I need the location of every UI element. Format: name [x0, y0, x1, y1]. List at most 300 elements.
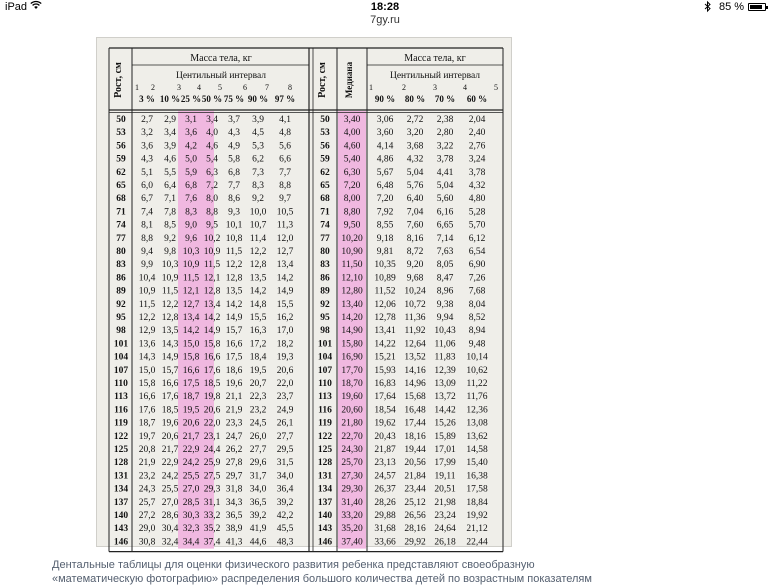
left-row-value: 4,6 [206, 141, 218, 152]
left-row-value: 3,1 [185, 115, 197, 125]
left-row-height: 59 [116, 154, 126, 165]
left-row-value: 3,4 [164, 128, 176, 139]
right-row-value: 15,40 [466, 458, 488, 469]
left-row-value: 11,3 [276, 220, 294, 231]
left-row-height: 146 [113, 537, 129, 548]
left-row-value: 14,9 [161, 352, 179, 363]
right-row-value: 20,43 [374, 431, 396, 442]
left-row-value: 4,8 [279, 128, 291, 139]
left-row-value: 9,8 [164, 247, 176, 257]
right-row-median: 8,80 [343, 207, 361, 218]
right-row-height: 71 [320, 207, 330, 218]
left-row-value: 36,4 [276, 484, 294, 495]
left-row-value: 13,5 [161, 326, 179, 337]
left-row-value: 21,1 [225, 392, 243, 403]
left-row-value: 21,9 [138, 458, 156, 469]
right-row-median: 17,70 [341, 365, 363, 376]
left-interval-number: 8 [288, 83, 292, 92]
right-interval-number: 2 [402, 83, 406, 92]
left-row-value: 15,5 [276, 299, 294, 310]
left-row-value: 38,9 [225, 524, 243, 535]
right-row-height: 83 [320, 260, 330, 271]
left-row-value: 19,8 [203, 392, 221, 403]
left-row-value: 7,4 [141, 207, 153, 218]
right-row-value: 13,72 [434, 392, 456, 403]
left-row-value: 18,5 [161, 405, 179, 416]
left-row-value: 3,9 [252, 115, 264, 125]
left-row-value: 16,6 [203, 352, 221, 363]
right-row-value: 8,16 [406, 233, 424, 244]
right-mass-header: Масса тела, кг [404, 53, 466, 64]
right-row-height: 107 [317, 365, 333, 376]
left-row-value: 30,8 [138, 537, 156, 548]
left-row-height: 125 [113, 445, 129, 455]
right-row-value: 12,06 [374, 299, 396, 310]
left-row-height: 119 [114, 418, 128, 429]
left-row-value: 31,7 [249, 471, 267, 482]
left-percent-header: 50 % [201, 94, 223, 104]
right-row-value: 18,54 [374, 405, 396, 416]
left-row-value: 27,8 [225, 458, 243, 469]
right-row-value: 11,52 [374, 286, 396, 297]
right-row-value: 17,58 [466, 484, 488, 495]
right-row-median: 7,20 [343, 181, 361, 191]
right-row-value: 7,20 [376, 194, 394, 205]
right-row-value: 3,06 [376, 115, 394, 125]
right-row-value: 29,92 [404, 537, 426, 548]
left-row-value: 27,5 [203, 471, 221, 482]
left-row-value: 29,7 [225, 471, 243, 482]
left-row-height: 68 [116, 194, 126, 205]
left-row-height: 113 [114, 392, 128, 403]
right-row-height: 95 [320, 313, 330, 323]
left-row-value: 6,8 [185, 181, 197, 191]
left-row-height: 134 [113, 484, 129, 495]
right-row-value: 9,48 [468, 339, 486, 350]
right-row-value: 19,92 [466, 511, 488, 521]
left-row-value: 16,2 [276, 313, 294, 323]
right-row-median: 12,10 [341, 273, 363, 284]
right-row-value: 15,26 [434, 418, 456, 429]
right-row-value: 7,68 [468, 286, 486, 297]
left-row-value: 10,7 [249, 220, 267, 231]
right-row-value: 4,14 [376, 141, 394, 152]
left-row-value: 37,4 [203, 537, 221, 548]
left-row-height: 62 [116, 167, 126, 178]
right-row-value: 20,56 [404, 458, 426, 469]
right-row-value: 4,80 [468, 194, 486, 205]
right-row-median: 8,00 [343, 194, 361, 205]
left-row-value: 3,2 [141, 128, 153, 139]
left-row-value: 12,7 [182, 299, 200, 310]
left-row-value: 22,3 [249, 392, 267, 403]
right-row-value: 31,68 [374, 524, 396, 535]
right-row-height: 80 [320, 247, 330, 257]
left-row-value: 4,3 [141, 154, 153, 165]
right-row-value: 29,88 [374, 511, 396, 521]
right-row-value: 5,04 [406, 167, 424, 178]
right-row-value: 19,44 [404, 445, 426, 455]
left-row-value: 3,6 [141, 141, 153, 152]
right-row-value: 3,68 [406, 141, 424, 152]
left-row-value: 5,9 [185, 167, 197, 178]
right-row-value: 11,22 [466, 379, 488, 389]
right-row-value: 12,78 [374, 313, 396, 323]
left-row-value: 14,9 [225, 313, 243, 323]
left-row-value: 14,3 [138, 352, 156, 363]
right-row-median: 15,80 [341, 339, 363, 350]
left-row-value: 41,9 [249, 524, 267, 535]
left-row-value: 23,7 [276, 392, 294, 403]
right-row-median: 27,30 [341, 471, 363, 482]
left-row-value: 8,8 [141, 233, 153, 244]
right-row-value: 12,36 [466, 405, 488, 416]
left-row-value: 6,7 [141, 194, 153, 205]
left-row-value: 30,4 [161, 524, 179, 535]
left-row-height: 56 [116, 141, 126, 152]
right-row-height: 119 [318, 418, 332, 429]
right-row-median: 20,60 [341, 405, 363, 416]
right-row-value: 3,78 [468, 167, 486, 178]
left-row-value: 4,5 [252, 128, 264, 139]
left-interval-number: 7 [265, 83, 269, 92]
right-row-value: 13,41 [374, 326, 396, 337]
left-row-value: 17,6 [161, 392, 179, 403]
caption-text: Дентальные таблицы для оценки физического развития ребенка представляют своеобразную [52, 559, 535, 571]
right-row-value: 23,44 [404, 484, 426, 495]
url-domain[interactable]: 7gy.ru [370, 14, 400, 26]
left-row-value: 14,9 [203, 326, 221, 337]
left-row-value: 21,7 [161, 445, 179, 455]
right-row-value: 9,81 [376, 247, 394, 257]
left-row-value: 25,7 [138, 497, 156, 508]
right-row-value: 15,93 [374, 365, 396, 376]
left-row-value: 12,0 [276, 233, 294, 244]
left-row-value: 13,6 [138, 339, 156, 350]
left-row-value: 18,6 [225, 365, 243, 376]
right-row-value: 3,60 [376, 128, 394, 139]
left-row-value: 9,3 [228, 207, 240, 218]
left-row-value: 9,9 [141, 260, 153, 271]
left-row-value: 12,2 [161, 299, 179, 310]
left-row-value: 27,0 [161, 497, 179, 508]
left-row-value: 9,2 [252, 194, 264, 205]
right-row-median: 29,30 [341, 484, 363, 495]
left-row-height: 140 [113, 511, 129, 521]
right-row-height: 86 [320, 273, 330, 284]
right-row-median: 16,90 [341, 352, 363, 363]
right-row-value: 13,09 [434, 379, 456, 389]
right-row-value: 15,89 [434, 431, 456, 442]
left-row-value: 13,5 [225, 286, 243, 297]
right-row-value: 26,37 [374, 484, 396, 495]
right-row-median: 10,20 [341, 233, 363, 244]
left-row-value: 12,1 [182, 286, 200, 297]
right-row-value: 12,64 [404, 339, 426, 350]
left-row-value: 29,0 [138, 524, 156, 535]
right-row-value: 6,90 [468, 260, 486, 271]
right-percent-header: 60 % [466, 94, 488, 104]
left-row-value: 5,3 [252, 141, 264, 152]
left-row-value: 10,3 [182, 247, 200, 257]
left-percent-header: 97 % [274, 94, 296, 104]
right-row-value: 8,47 [436, 273, 454, 284]
left-row-value: 8,3 [185, 207, 197, 218]
left-row-value: 5,1 [141, 167, 153, 178]
left-row-value: 7,2 [206, 181, 218, 191]
right-row-value: 3,24 [468, 154, 486, 165]
left-row-height: 107 [113, 365, 129, 376]
right-row-height: 146 [317, 537, 333, 548]
left-row-value: 19,5 [249, 365, 267, 376]
right-row-height: 113 [318, 392, 332, 403]
right-height-header: Рост, см [317, 62, 328, 98]
left-row-value: 12,8 [203, 286, 221, 297]
right-row-height: 137 [317, 497, 333, 508]
left-row-value: 19,7 [138, 431, 156, 442]
left-row-value: 12,8 [161, 313, 179, 323]
right-percent-header: 70 % [434, 94, 456, 104]
left-row-height: 116 [114, 405, 128, 416]
left-row-value: 12,1 [203, 273, 221, 284]
right-row-height: 68 [320, 194, 330, 205]
left-row-value: 27,2 [138, 511, 156, 521]
left-row-value: 22,0 [276, 379, 294, 389]
left-row-value: 7,7 [279, 167, 291, 178]
left-row-value: 9,6 [185, 233, 197, 244]
left-row-value: 24,7 [225, 431, 243, 442]
right-row-height: 56 [320, 141, 330, 152]
right-row-value: 10,72 [404, 299, 426, 310]
left-row-value: 24,2 [182, 458, 200, 469]
left-row-value: 14,3 [161, 339, 179, 350]
right-median-header: Медиана [344, 61, 354, 99]
clock: 18:28 [370, 1, 400, 13]
left-row-value: 29,6 [249, 458, 267, 469]
left-row-value: 45,5 [276, 524, 294, 535]
right-row-value: 17,44 [404, 418, 426, 429]
left-row-value: 4,2 [185, 141, 197, 152]
left-row-value: 28,6 [161, 511, 179, 521]
left-row-value: 25,5 [161, 484, 179, 495]
right-row-value: 20,51 [434, 484, 456, 495]
right-interval-number: 1 [369, 83, 373, 92]
left-row-value: 24,2 [161, 471, 179, 482]
right-row-value: 14,42 [434, 405, 456, 416]
right-row-value: 15,68 [404, 392, 426, 403]
right-row-value: 3,22 [436, 141, 454, 152]
right-row-median: 4,60 [343, 141, 361, 152]
right-row-value: 23,13 [374, 458, 396, 469]
left-height-header: Рост, см [113, 62, 124, 98]
right-row-value: 2,38 [436, 115, 454, 125]
right-row-value: 17,64 [374, 392, 396, 403]
left-row-value: 6,4 [164, 181, 176, 191]
right-row-value: 8,04 [468, 299, 486, 310]
left-row-value: 27,7 [276, 431, 294, 442]
left-row-value: 4,9 [228, 141, 240, 152]
right-row-height: 104 [317, 352, 333, 363]
left-row-value: 9,5 [206, 220, 218, 231]
left-row-value: 5,4 [206, 154, 218, 165]
left-row-value: 4,3 [228, 128, 240, 139]
right-row-median: 4,00 [343, 128, 361, 139]
right-row-value: 21,87 [374, 445, 396, 455]
right-row-value: 11,83 [434, 352, 456, 363]
right-row-height: 131 [317, 471, 333, 482]
right-row-median: 18,70 [341, 379, 363, 389]
right-row-value: 3,78 [436, 154, 454, 165]
right-row-median: 6,30 [343, 167, 361, 178]
left-row-value: 7,3 [252, 167, 264, 178]
right-row-median: 14,20 [341, 313, 363, 323]
left-row-value: 17,2 [249, 339, 267, 350]
right-row-value: 21,84 [404, 471, 426, 482]
battery-percent: 85 % [719, 1, 745, 13]
left-row-value: 10,4 [138, 273, 156, 284]
left-row-value: 25,9 [203, 458, 221, 469]
left-row-value: 30,3 [182, 511, 200, 521]
right-row-value: 14,16 [404, 365, 426, 376]
right-row-value: 10,62 [466, 365, 488, 376]
left-row-value: 16,6 [182, 365, 200, 376]
right-percent-header: 80 % [404, 94, 426, 104]
left-percent-header: 90 % [247, 94, 269, 104]
left-row-value: 2,7 [141, 115, 153, 125]
left-row-value: 14,2 [249, 286, 267, 297]
left-row-value: 12,7 [276, 247, 294, 257]
left-row-value: 18,7 [182, 392, 200, 403]
left-row-value: 31,8 [225, 484, 243, 495]
left-row-value: 13,4 [276, 260, 294, 271]
left-row-value: 6,0 [141, 181, 153, 191]
right-row-value: 10,43 [434, 326, 456, 337]
left-row-value: 16,3 [249, 326, 267, 337]
right-row-value: 6,48 [376, 181, 394, 191]
right-row-value: 23,24 [434, 511, 456, 521]
left-row-height: 53 [116, 128, 126, 139]
right-row-value: 7,60 [406, 220, 424, 231]
left-row-value: 8,8 [279, 181, 291, 191]
right-row-value: 33,66 [374, 537, 396, 548]
right-row-height: 122 [317, 431, 333, 442]
right-row-value: 16,83 [374, 379, 396, 389]
left-row-value: 10,9 [203, 247, 221, 257]
left-percent-header: 10 % [159, 94, 181, 104]
left-row-value: 12,2 [225, 260, 243, 271]
left-row-value: 35,2 [203, 524, 221, 535]
left-row-value: 20,6 [161, 431, 179, 442]
right-row-median: 37,40 [341, 537, 363, 548]
left-row-value: 15,0 [182, 339, 200, 350]
right-row-value: 14,22 [374, 339, 396, 350]
left-row-value: 11,5 [182, 273, 200, 284]
left-row-value: 6,3 [206, 167, 218, 178]
left-row-value: 10,2 [203, 233, 221, 244]
url-bar[interactable] [0, 14, 770, 29]
right-row-value: 10,14 [466, 352, 488, 363]
left-row-value: 22,9 [182, 445, 200, 455]
left-percent-header: 3 % [139, 94, 155, 104]
left-row-value: 13,4 [182, 313, 200, 323]
right-row-height: 50 [320, 115, 330, 125]
left-row-value: 36,5 [225, 511, 243, 521]
right-row-value: 7,04 [406, 207, 424, 218]
left-row-value: 21,7 [182, 431, 200, 442]
left-row-value: 24,9 [276, 405, 294, 416]
right-row-median: 12,80 [341, 286, 363, 297]
left-row-value: 26,0 [249, 431, 267, 442]
right-row-value: 24,57 [374, 471, 396, 482]
left-row-value: 18,5 [203, 379, 221, 389]
left-mass-header: Масса тела, кг [190, 53, 252, 64]
right-row-value: 28,26 [374, 497, 396, 508]
battery-fill [750, 5, 762, 9]
left-row-height: 65 [116, 181, 126, 191]
left-row-value: 12,8 [249, 260, 267, 271]
right-row-height: 65 [320, 181, 330, 191]
left-row-value: 34,4 [182, 537, 200, 548]
left-row-value: 11,4 [249, 233, 267, 244]
right-row-value: 21,12 [466, 524, 488, 535]
left-row-value: 5,0 [185, 154, 197, 165]
left-row-value: 25,5 [182, 471, 200, 482]
left-row-height: 80 [116, 247, 126, 257]
left-row-value: 10,3 [161, 260, 179, 271]
left-row-value: 12,2 [249, 247, 267, 257]
right-row-value: 11,06 [434, 339, 456, 350]
left-row-value: 6,6 [279, 154, 291, 165]
left-row-value: 32,3 [182, 524, 200, 535]
left-row-value: 11,5 [203, 260, 221, 271]
left-row-value: 16,6 [225, 339, 243, 350]
left-row-value: 8,6 [228, 194, 240, 205]
left-row-value: 16,6 [138, 392, 156, 403]
left-row-value: 7,6 [185, 194, 197, 205]
right-row-value: 7,92 [376, 207, 394, 218]
left-row-value: 34,0 [276, 471, 294, 482]
left-row-value: 29,3 [203, 484, 221, 495]
left-row-value: 15,8 [138, 379, 156, 389]
left-row-value: 20,6 [182, 418, 200, 429]
right-row-height: 140 [317, 511, 333, 521]
status-bar [0, 0, 770, 14]
right-row-value: 22,44 [466, 537, 488, 548]
right-row-median: 10,90 [341, 247, 363, 257]
right-row-value: 2,04 [468, 115, 486, 125]
left-row-value: 17,6 [138, 405, 156, 416]
right-row-height: 62 [320, 167, 330, 178]
left-row-value: 6,2 [252, 154, 264, 165]
left-row-value: 44,6 [249, 537, 267, 548]
right-row-value: 8,05 [436, 260, 454, 271]
left-row-value: 19,5 [182, 405, 200, 416]
left-row-value: 15,8 [182, 352, 200, 363]
left-interval-number: 1 [135, 83, 139, 92]
right-row-value: 10,89 [374, 273, 396, 284]
left-interval-number: 2 [151, 83, 155, 92]
left-row-value: 5,5 [164, 167, 176, 178]
left-row-height: 74 [116, 220, 126, 231]
left-row-value: 9,7 [279, 194, 291, 205]
left-row-value: 19,6 [225, 379, 243, 389]
left-row-value: 4,6 [164, 154, 176, 165]
left-row-value: 7,1 [164, 194, 176, 205]
right-row-value: 7,14 [436, 233, 454, 244]
left-row-value: 2,9 [164, 115, 176, 125]
left-row-value: 8,3 [252, 181, 264, 191]
left-row-height: 128 [113, 458, 129, 469]
